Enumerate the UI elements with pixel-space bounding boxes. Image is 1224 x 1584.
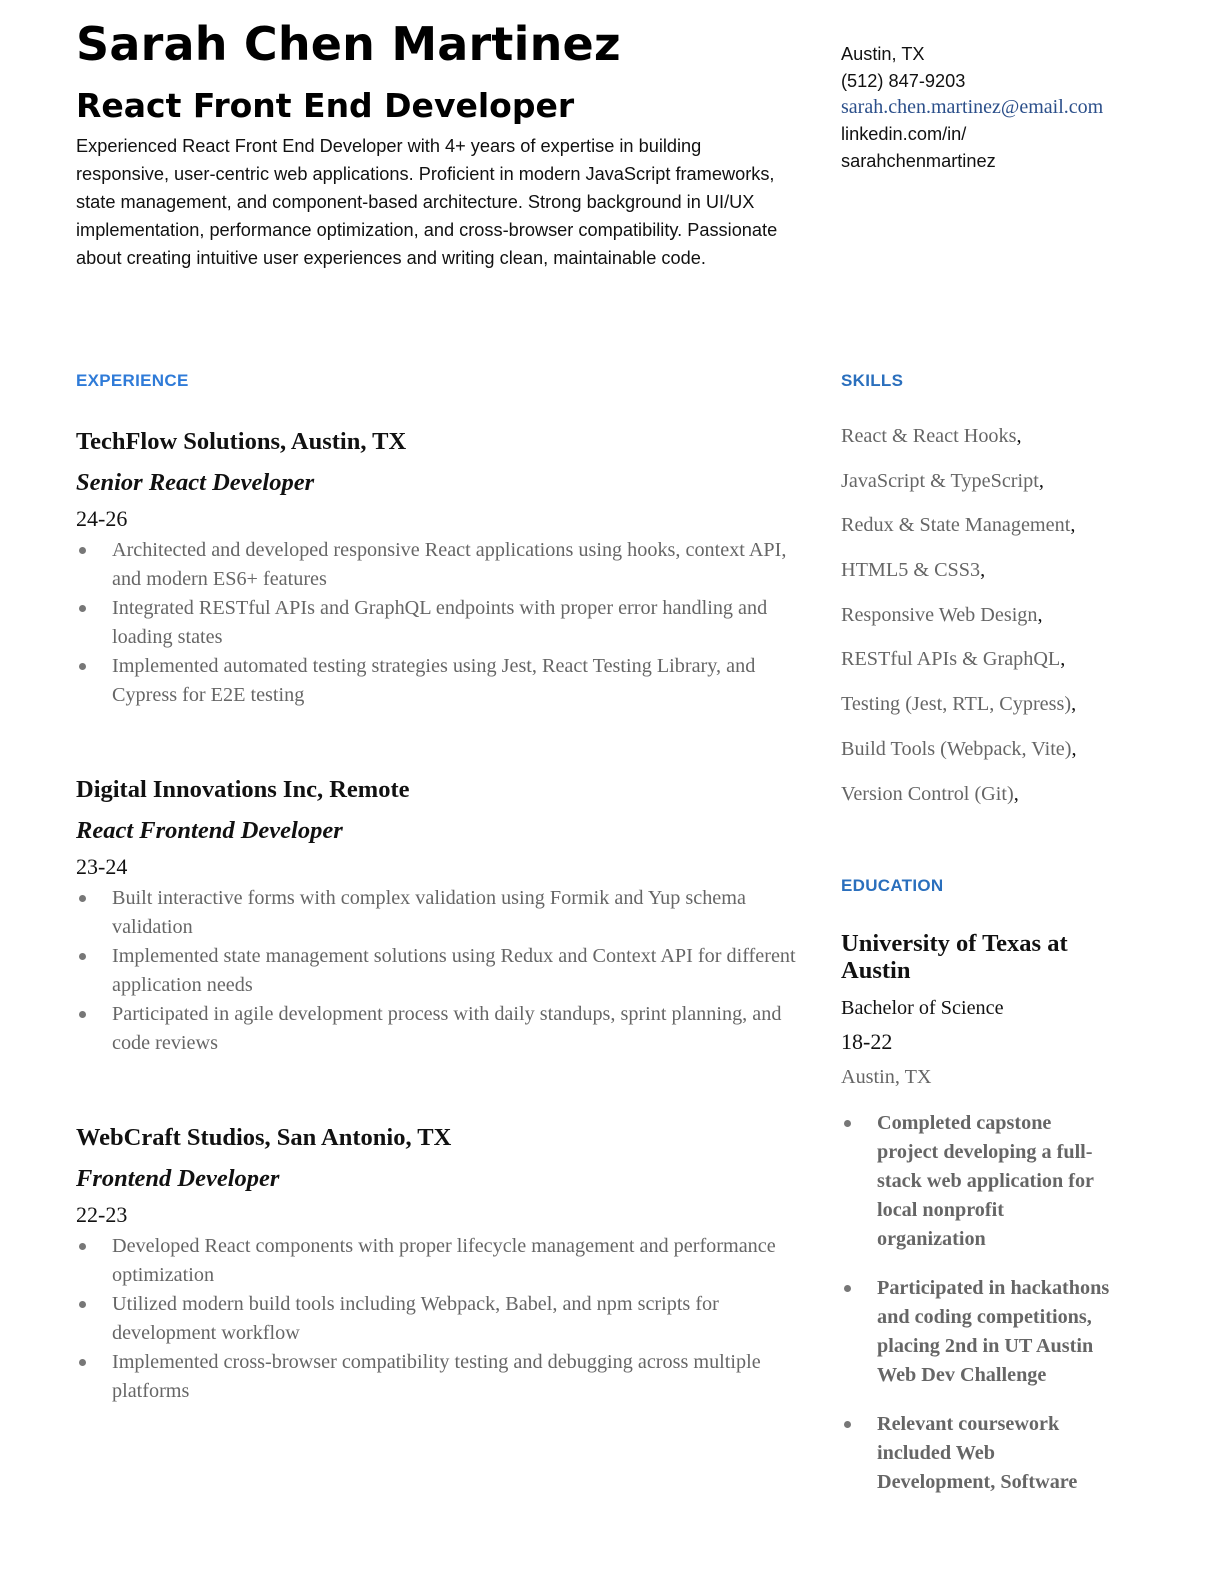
job-position: Frontend Developer: [76, 1165, 280, 1192]
skill-separator: ,: [980, 559, 986, 582]
job-bullet: Participated in agile development process with daily standups, sprint planning, and code reviews: [76, 1000, 796, 1058]
experience-heading: EXPERIENCE: [76, 371, 189, 390]
job-bullet: Implemented state management solutions using Redux and Context API for different application needs: [76, 942, 796, 1000]
skill-separator: ,: [1071, 693, 1077, 716]
job-bullet: Integrated RESTful APIs and GraphQL endpoints with proper error handling and loading states: [76, 594, 796, 652]
job-position: Senior React Developer: [76, 469, 315, 496]
job-bullet: Implemented automated testing strategies using Jest, React Testing Library, and Cypress for E2E testing: [76, 652, 796, 710]
job-position: React Frontend Developer: [76, 817, 343, 844]
contact-phone: (512) 847-9203: [841, 71, 966, 91]
professional-summary: Experienced React Front End Developer with 4+ years of expertise in building responsive, user-centric web applications. Proficient in modern JavaScript frameworks, state management, and component-based architecture. Strong background in UI/UX implementation, performance optimization, and cross-browser compatibility. Passionate about creating intuitive user experiences and writing clean, maintainable code.: [76, 136, 778, 268]
skill-label: Redux & State Management: [841, 514, 1071, 537]
job-entry: [76, 1123, 796, 1406]
job-dates: 24-26: [76, 506, 128, 531]
skill-item: [841, 467, 1077, 512]
job-dates: 23-24: [76, 854, 128, 879]
job-bullet: Implemented cross-browser compatibility testing and debugging across multiple platforms: [76, 1348, 796, 1406]
job-company: Digital Innovations Inc, Remote: [76, 776, 410, 803]
job-company: WebCraft Studios, San Antonio, TX: [76, 1124, 452, 1151]
education-bullet: Participated in hackathons and coding competitions, placing 2nd in UT Austin Web Dev Challenge: [841, 1274, 1111, 1390]
contact-location: Austin, TX: [841, 44, 925, 64]
education-heading: EDUCATION: [841, 876, 944, 895]
skill-item: [841, 735, 1077, 780]
skill-item: [841, 556, 1077, 601]
skill-label: JavaScript & TypeScript: [841, 469, 1039, 492]
job-entry: [76, 775, 796, 1058]
skill-label: Build Tools (Webpack, Vite): [841, 737, 1072, 760]
skill-label: Responsive Web Design: [841, 603, 1038, 626]
skills-list: [841, 422, 1077, 824]
job-bullets: [76, 536, 796, 710]
skill-separator: ,: [1016, 425, 1022, 447]
job-bullet: Architected and developed responsive React applications using hooks, context API, and modern ES6+ features: [76, 536, 796, 594]
job-bullet: Developed React components with proper lifecycle management and performance optimization: [76, 1232, 796, 1290]
education-bullet: Completed capstone project developing a full-stack web application for local nonprofit organization: [841, 1109, 1111, 1254]
skill-item: [841, 422, 1077, 467]
skill-separator: ,: [1013, 782, 1019, 805]
skill-separator: ,: [1071, 737, 1077, 760]
skill-label: Version Control (Git): [841, 782, 1014, 805]
job-company: TechFlow Solutions, Austin, TX: [76, 428, 407, 455]
skill-separator: ,: [1060, 648, 1066, 671]
education-location: Austin, TX: [841, 1066, 932, 1088]
skill-label: HTML5 & CSS3: [841, 559, 981, 582]
skill-item: [841, 645, 1077, 690]
job-bullets: [76, 884, 796, 1058]
degree: Bachelor of Science: [841, 997, 1004, 1019]
job-entry: [76, 427, 796, 710]
skill-item: [841, 511, 1077, 556]
skill-item: [841, 780, 1077, 825]
contact-linkedin: linkedin.com/in/ sarahchenmartinez: [841, 124, 996, 171]
job-bullet: Built interactive forms with complex validation using Formik and Yup schema validation: [76, 884, 796, 942]
skill-item: [841, 601, 1077, 646]
job-bullet: Utilized modern build tools including Webpack, Babel, and npm scripts for development workflow: [76, 1290, 796, 1348]
contact-info: [841, 41, 1121, 175]
candidate-name: Sarah Chen Martinez: [76, 17, 621, 71]
education-bullets: [841, 1109, 1111, 1497]
skill-separator: ,: [1070, 514, 1076, 537]
skill-label: RESTful APIs & GraphQL: [841, 648, 1061, 671]
job-bullets: [76, 1232, 796, 1406]
skill-separator: ,: [1037, 603, 1043, 626]
skill-separator: ,: [1038, 469, 1044, 492]
job-dates: 22-23: [76, 1202, 128, 1227]
education-dates: 18-22: [841, 1029, 893, 1054]
education-bullet: Relevant coursework included Web Development, Software: [841, 1410, 1111, 1497]
skills-heading: SKILLS: [841, 371, 904, 390]
contact-email-link[interactable]: sarah.chen.martinez@email.com: [841, 96, 1104, 118]
school-name: University of Texas at Austin: [841, 930, 1068, 984]
skill-item: [841, 690, 1077, 735]
skill-label: Testing (Jest, RTL, Cypress): [841, 693, 1072, 716]
education-entry: [841, 930, 1111, 1517]
job-title-heading: React Front End Developer: [76, 86, 575, 125]
skill-label: React & React Hooks: [841, 425, 1017, 447]
